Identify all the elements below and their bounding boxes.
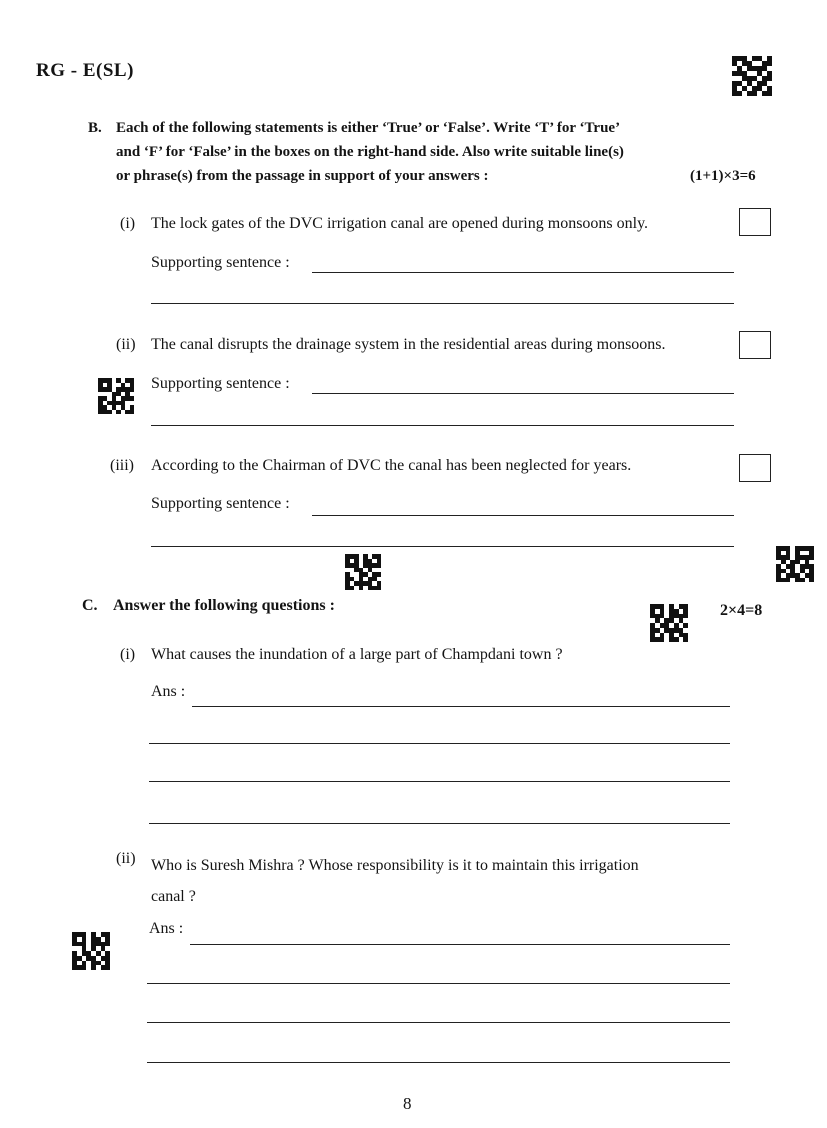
qr-code-icon (98, 378, 134, 414)
answer-box[interactable] (739, 208, 771, 236)
ans-label: Ans : (151, 683, 186, 700)
item-number: (i) (120, 215, 136, 232)
paper-code: RG - E(SL) (36, 60, 134, 81)
answer-line[interactable] (190, 944, 730, 945)
answer-line[interactable] (312, 515, 734, 516)
question-line: canal ? (151, 888, 196, 905)
instruction-line: or phrase(s) from the passage in support of your answers : (116, 168, 489, 184)
answer-line[interactable] (147, 983, 730, 984)
answer-line[interactable] (151, 425, 734, 426)
qr-code-icon (776, 546, 814, 582)
item-number: (ii) (116, 336, 136, 353)
qr-code-icon (650, 604, 688, 642)
section-c-marks: 2×4=8 (720, 602, 763, 619)
supporting-sentence-label: Supporting sentence : (151, 375, 290, 392)
answer-box[interactable] (739, 331, 771, 359)
qr-code-icon (72, 932, 110, 970)
qr-code-icon (345, 554, 381, 590)
answer-line[interactable] (151, 546, 734, 547)
answer-line[interactable] (192, 706, 730, 707)
page-number: 8 (403, 1094, 412, 1113)
qr-code-icon (732, 56, 772, 96)
section-c-letter: C. (82, 597, 98, 614)
answer-line[interactable] (149, 781, 730, 782)
item-number: (iii) (110, 457, 134, 474)
answer-box[interactable] (739, 454, 771, 482)
answer-line[interactable] (147, 1022, 730, 1023)
question-number: (i) (120, 646, 136, 663)
instruction-line: Each of the following statements is either ‘True’ or ‘False’. Write ‘T’ for ‘True’ (116, 120, 621, 136)
answer-line[interactable] (147, 1062, 730, 1063)
statement-text: The canal disrupts the drainage system in the residential areas during monsoons. (151, 336, 666, 353)
ans-label: Ans : (149, 920, 184, 937)
answer-line[interactable] (149, 743, 730, 744)
answer-line[interactable] (312, 393, 734, 394)
answer-line[interactable] (151, 303, 734, 304)
question-number: (ii) (116, 850, 136, 867)
section-b-instruction (116, 116, 736, 188)
section-b-marks: (1+1)×3=6 (690, 168, 756, 184)
section-b-letter: B. (88, 120, 102, 136)
statement-text: According to the Chairman of DVC the canal has been neglected for years. (151, 457, 632, 474)
supporting-sentence-label: Supporting sentence : (151, 495, 290, 512)
question-text: What causes the inundation of a large part of Champdani town ? (151, 646, 563, 663)
answer-line[interactable] (149, 823, 730, 824)
section-c-title: Answer the following questions : (113, 597, 335, 614)
supporting-sentence-label: Supporting sentence : (151, 254, 290, 271)
answer-line[interactable] (312, 272, 734, 273)
instruction-line: and ‘F’ for ‘False’ in the boxes on the right-hand side. Also write suitable line(s) (116, 144, 624, 160)
statement-text: The lock gates of the DVC irrigation canal are opened during monsoons only. (151, 215, 649, 232)
question-text (151, 850, 721, 912)
question-line: Who is Suresh Mishra ? Whose responsibility is it to maintain this irrigation (151, 857, 639, 874)
